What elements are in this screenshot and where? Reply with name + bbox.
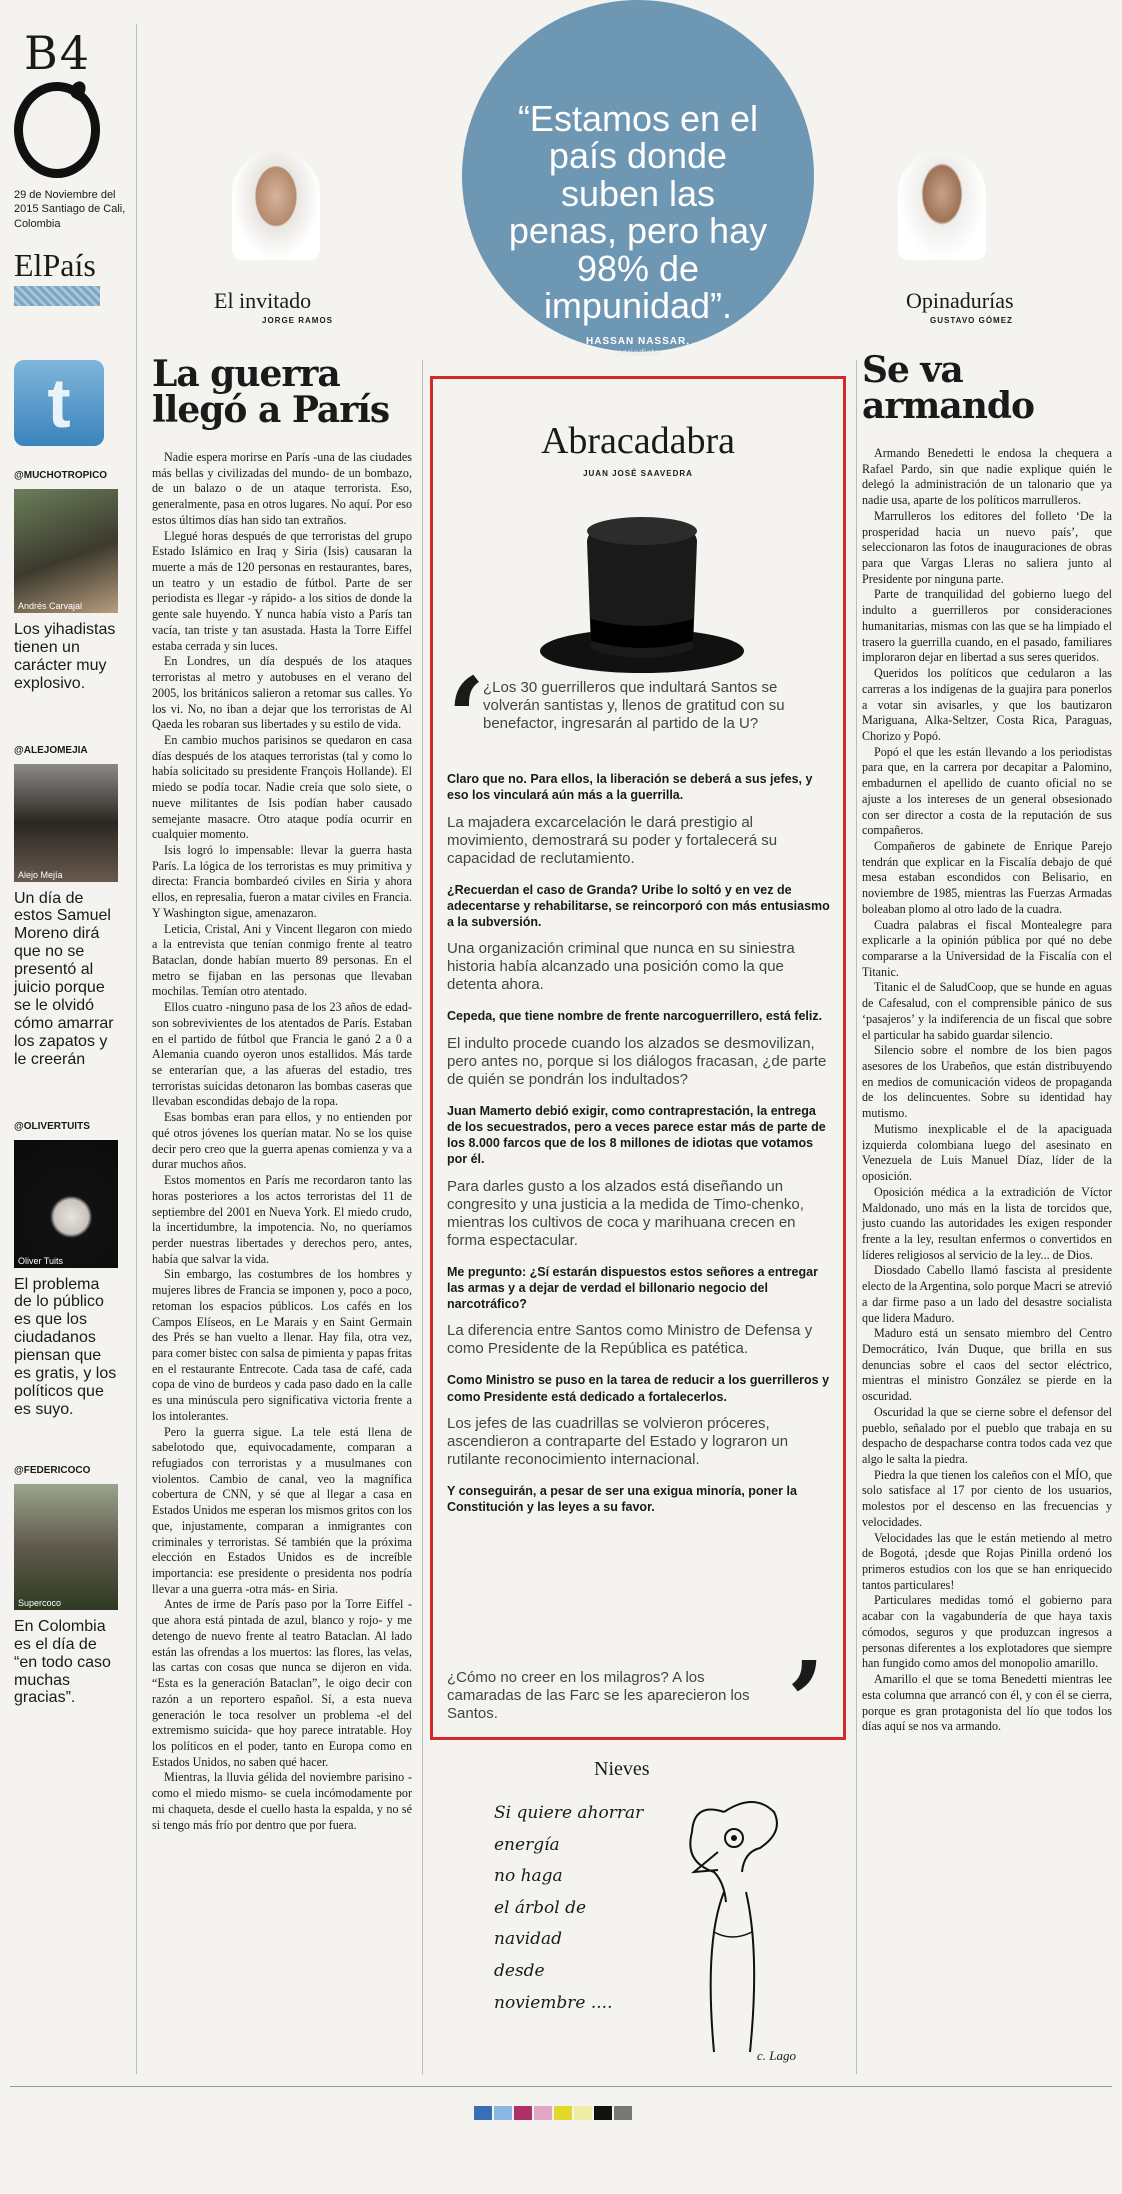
column-kicker: El invitado <box>214 288 312 313</box>
abracadabra-answer: La majadera excarcelación le dará prestigio al movimiento, demostrará su poder y fortalecerá su capacidad de reclutamiento. <box>447 813 778 867</box>
tweet-photo-caption: Alejo Mejía <box>18 869 63 880</box>
newspaper-name: ElPaís <box>14 246 96 283</box>
open-quote-icon: ‘ <box>447 653 486 782</box>
article-paragraph: Maduro está un sensato miembro del Centro Democrático, Iván Duque, que brilla en sus denuncias sobre el caos del sector eléctrico, mientras el ministro González se pierde en la oscuridad. <box>862 1326 1112 1404</box>
article-body <box>152 450 412 1833</box>
abracadabra-answer: Los jefes de las cuadrillas se volvieron próceres, ascendieron a contraparte del Estado y lograron un rutilante reconocimiento internacional. <box>447 1414 789 1468</box>
column-rule <box>856 360 857 2074</box>
abracadabra-answer: Una organización criminal que nunca en su siniestra historia había alcanzado una posición como la que detenta ahora. <box>447 940 795 994</box>
tweet-avatar <box>14 1140 118 1268</box>
article-paragraph: Parte de tranquilidad del gobierno luego del indulto a guerrilleros por consideraciones humanitarias, mismas con las que se ha limpiado el trasero la guerrilla cuando, en el pasado, familiares imploraron dejar en libertad a sus seres queridos. <box>862 587 1112 665</box>
column-author: GUSTAVO GÓMEZ <box>930 316 1013 325</box>
tweet-text: En Colombia es el día de “en todo caso muchas gracias”. <box>14 1617 111 1707</box>
abracadabra-answer: El indulto procede cuando los alzados se desmovilizan, pero antes no, porque si los diálogos fracasan, ¿de parte de quién se pondrán los indultados? <box>447 1034 827 1088</box>
author-photo-gustavo-gomez <box>898 150 986 260</box>
article-paragraph: Oscuridad la que se cierne sobre el defensor del pueblo, señalado por el pueblo que trabaja en su despacho de despacharse contra todos cada vez que algo le salta la piedra. <box>862 1404 1112 1466</box>
color-registration-bar <box>474 2106 632 2120</box>
tweet-handle[interactable]: @FEDERICOCO <box>14 1464 91 1476</box>
tweet-text: El problema de lo público es que los ciudadanos piensan que es gratis, y los políticos que es suyo. <box>14 1275 117 1418</box>
article-paragraph: Particulares medidas tomó el gobierno para acabar con la vagabundería de que haya taxis cómodos, seguros y que produzcan ingresos a personas diferentes a los explotadores que siempre han fungido como amos del monopolio amarillo. <box>862 1593 1112 1671</box>
abracadabra-box <box>430 376 846 1766</box>
abracadabra-qa-list <box>447 771 831 1525</box>
cartoon-text <box>494 1798 643 2019</box>
article-paragraph: Popó el que les están llevando a los periodistas para que, en la carrera por decapitar a Palomino, embadurnen el apellido de cuanto oficial no se ajuste a los intereses de un general obsesionado con ser director a costa de la reputación de sus compañeros. <box>862 744 1112 838</box>
section-logo-icon <box>14 82 100 178</box>
tweet-item <box>14 1121 126 1419</box>
article-paragraph: Compañeros de gabinete de Enrique Parejo tendrán que explicar en la Fiscalía debajo de qué mesa estaban escondidos con Belisario, en noviembre de 1985, mientras las Fuerzas Armadas boleaban plomo al otro lado de la cuadra. <box>862 838 1112 916</box>
tweet-text: Un día de estos Samuel Moreno dirá que no se presentó al juicio porque se le olvidó cómo amarrar los zapatos y le creerán <box>14 889 114 1068</box>
tweet-handle[interactable]: @MUCHOTROPICO <box>14 469 108 481</box>
article-paragraph: Marrulleros los editores del folleto ‘De la prosperidad hacia un nuevo país’, que seleccionaron las fotos de inauguraciones de obras para que Vargas Lleras no saliera junto al Presidente por ninguna parte. <box>862 508 1112 586</box>
abracadabra-question: Claro que no. Para ellos, la liberación se deberá a sus jefes, y eso los vinculará aún más a la guerrilla. <box>447 772 813 803</box>
article-paragraph: Oposición médica a la extradición de Víctor Maldonado, uno más en la lista de torcidos que, justo cuando las autoridades les exigen responder frente a la ley, resultan enfermos o convertidos en líderes religiosos al servicio de la ley... de Dios. <box>862 1184 1112 1262</box>
article-paragraph: Mutismo inexplicable el de la apaciguada izquierda colombiana luego del asesinato en Venezuela de Luis Manuel Díaz, líder de la oposición. <box>862 1121 1112 1184</box>
close-quote-icon: ’ <box>786 1637 825 1766</box>
pull-quote-role: periodista <box>616 348 660 359</box>
column-kicker: Opinadurías <box>906 288 1014 313</box>
tweet-text: Los yihadistas tienen un carácter muy explosivo. <box>14 620 116 692</box>
cartoon-line: energía <box>494 1834 560 1855</box>
column-author: JORGE RAMOS <box>262 316 334 325</box>
article-paragraph: Armando Benedetti le endosa la chequera a Rafael Pardo, sin que nadie explique quién le delegó la administración de un talonario que ya nadie usa, aparte de los políticos marrulleros. <box>862 446 1112 508</box>
pull-quote-author: HASSAN NASSAR, <box>585 336 690 347</box>
cartoon-line: Si quiere ahorrar <box>494 1803 644 1823</box>
tweet-avatar <box>14 489 118 613</box>
headline-line: Se va <box>862 349 963 391</box>
abracadabra-question: Juan Mamerto debió exigir, como contraprestación, la entrega de los secuestrados, pero a veces parece estar más de parte de los 8.000 farcos que de los 8 millones de idiotas que votamos por él. <box>447 1103 826 1167</box>
edition-date: 29 de Noviembre del 2015 Santiago de Cali, Colombia <box>14 189 126 230</box>
article-body <box>862 446 1112 1735</box>
headline-line: llegó a París <box>152 389 390 431</box>
article-paragraph: Pero la guerra sigue. La tele está llena de sabelotodo que, equivocadamente, comparan a refugiados con terroristas y a musulmanes con violentos. Cambio de canal, veo la magnífica cobertura de CNN, y sé que al llegar a casa en Estados Unidos me esperan los mismos gritos con los que, injustamente, comparan a inmigrantes con criminales y terroristas. Sé también que la próxima elección en Estados Unidos es de increíble importancia: ese presidente o presidenta nos podría llevar a una guerra -otra más- en Siria. <box>152 1424 412 1596</box>
article-headline <box>152 353 390 431</box>
cartoon-line: noviembre .... <box>494 1992 613 2013</box>
abracadabra-question: Cepeda, que tiene nombre de frente narcoguerrillero, está feliz. <box>447 1009 823 1024</box>
nieves-figure-icon <box>664 1792 794 2062</box>
headline-line: La guerra <box>152 353 340 395</box>
pull-quote-text: “Estamos en el país donde suben las penas, pero hay 98% de impunidad”. <box>508 98 768 327</box>
pull-quote-circle <box>462 0 814 359</box>
abracadabra-intro: ¿Los 30 guerrilleros que indultará Santos se volverán santistas y, llenos de gratitud con su benefactor, ingresarán al partido de la U? <box>483 679 785 732</box>
cartoon-line: el árbol de <box>494 1897 587 1918</box>
newspaper-bar <box>14 286 100 306</box>
article-paragraph: En Londres, un día después de los ataques terroristas al metro y autobuses en el verano del 2005, los británicos salieron a retomar sus calles. Yo los vi. No, no iban a dejar que los terroristas de Al Qaeda les robaran sus libertades y su estilo de vida. <box>152 654 412 732</box>
tweet-avatar <box>14 764 118 882</box>
tweet-avatar <box>14 1484 118 1610</box>
left-rail <box>14 26 126 1707</box>
article-paragraph: Antes de irme de París paso por la Torre Eiffel -que ahora está pintada de azul, blanco y rojo- y me detengo de nuevo frente al teatro Bataclan. Al lado están las ofrendas a los muertos: las flores, las velas, las cartas con cosas que nunca se dijeron en vida. “Esta es la generación Bataclan”, le oigo decir con razón a un reportero español. Sí, a esta nueva generación le toca resolver un problema -el del extremismo suicida- que hoy parece intratable. Hoy los políticos en el poder, tanto en Europa como en Estados Unidos, no saben qué hacer. <box>152 1597 412 1769</box>
abracadabra-outro: ¿Cómo no creer en los milagros? A los camaradas de las Farc se les aparecieron los Santos. <box>447 1669 750 1722</box>
page-number: B4 <box>24 26 92 80</box>
article-paragraph: Ellos cuatro -ninguno pasa de los 23 años de edad- son sobrevivientes de los atentados de París. Estaban en el partido de fútbol que Francia le ganó 2 a 0 a Alemania cuando oyeron unos estallidos. Más tarde se enterarían que, a las afueras del estadio, tres terroristas suicidas detonaron las bombas caseras que llevaban escondidas debajo de la ropa. <box>152 1000 412 1109</box>
cartoon-line: desde <box>494 1961 545 1982</box>
tweet-item <box>14 470 126 693</box>
abracadabra-question: Y conseguirán, a pesar de ser una exigua minoría, poner la Constitución y las leyes a su favor. <box>447 1483 797 1514</box>
article-paragraph: Piedra la que tienen los caleños con el MÍO, que solo satisface al 17 por ciento de los usuarios, molestos por el descenso en las frecuencias y velocidades. <box>862 1467 1112 1529</box>
article-paragraph: Cuadra palabras el fiscal Montealegre para explicarle a la opinión pública por qué no debe compararse a la Universidad de la Fiscalía con el Titanic. <box>862 917 1112 979</box>
tweet-item <box>14 745 126 1069</box>
abracadabra-answer: La diferencia entre Santos como Ministro de Defensa y como Presidente de la República es patética. <box>447 1322 813 1358</box>
article-paragraph: Titanic el de SaludCoop, que se hunde en aguas de Cafesalud, con el comprensible pánico de sus ‘pasajeros’ y la indiferencia de un fiscal que sobre el particular ha sabido guardar silencio. <box>862 980 1112 1042</box>
abracadabra-answer: Para darles gusto a los alzados está diseñando un congresito y una justicia a la medida de Timo-chenko, mientras los cultivos de coca y marihuana crecen en forma espectacular. <box>447 1177 804 1249</box>
article-paragraph: Mientras, la lluvia gélida del noviembre parisino -como el miedo mismo- se cuela incómodamente por mi chaqueta, desde el cuello hasta la espalda, y no sé si tengo más frío por dentro que por fuera. <box>152 1770 412 1832</box>
cartoon-line: no haga <box>494 1866 563 1887</box>
column-rule <box>422 360 423 2074</box>
author-photo-jorge-ramos <box>232 150 320 260</box>
article-paragraph: Estos momentos en París me recordaron tanto las horas posteriores a los actos terroristas del 11 de septiembre del 2001 en Nueva York. El miedo crudo, la incertidumbre, la impotencia. No, no queríamos perder nuestras libertades y derechos pero, antes, había que salvar la vida. <box>152 1173 412 1266</box>
tweet-item <box>14 1465 126 1708</box>
twitter-icon: t <box>14 360 104 446</box>
column-rule <box>136 24 137 2074</box>
abracadabra-question: Me pregunto: ¿Sí estarán dispuestos estos señores a entregar las armas y a dejar de verdad el billonario negocio del narcotráfico? <box>447 1264 818 1311</box>
top-hat-icon <box>537 501 747 681</box>
article-paragraph: En cambio muchos parisinos se quedaron en casa días después de los ataques terroristas (tal y como lo había solicitado su presidente François Hollande). El miedo se podía tocar. Nadie creía que solo siete, o nueve militantes de Isis podían haber causado semejante masacre. Otro ataque podía ocurrir en cualquier momento. <box>152 732 412 842</box>
article-paragraph: Esas bombas eran para ellos, y no entienden por qué otros jóvenes los querían matar. No se los quise decir pero creo que la guerra apenas comienza y va a durar muchos años. <box>152 1110 412 1172</box>
article-paragraph: Nadie espera morirse en París -una de las ciudades más bellas y civilizadas del mundo- de un bombazo, de un balazo o de un ataque terrorista. Eso, generalmente, pasa en otros lugares. No aquí. Por eso estos últimos días han sido tan extraños. <box>152 450 412 527</box>
article-paragraph: Velocidades las que le están metiendo al metro de Bogotá, ¡desde que Rojas Pinilla ordenó los primeros estudios con los que se han enriquecido tantos particulares! <box>862 1530 1112 1592</box>
footer-rule <box>10 2086 1112 2087</box>
abracadabra-question: Como Ministro se puso en la tarea de reducir a los guerrilleros y como Presidente está dedicado a fortalecerlos. <box>447 1373 830 1404</box>
abracadabra-question: ¿Recuerdan el caso de Granda? Uribe lo soltó y en vez de adecentarse y rehabilitarse, se reincorporó con más entusiasmo a la subversión. <box>447 882 830 929</box>
headline-line: armando <box>862 385 1035 427</box>
cartoon <box>476 1788 816 2088</box>
tweet-photo-caption: Oliver Tuits <box>18 1255 64 1266</box>
article-paragraph: Silencio sobre el nombre de los bien pagos asesores de los Urabeños, que están distribuyendo en medios de comunicación videos de propaganda de los delincuentes. Sobre su identidad hay mutismo. <box>862 1043 1112 1121</box>
article-paragraph: Leticia, Cristal, Ani y Vincent llegaron con miedo a la entrevista que tenían conmigo frente al teatro Bataclan, donde habían muerto 89 personas. En el metro se fijaban en las personas que llevaban mochilas. Temían otro atentado. <box>152 921 412 999</box>
tweet-handle[interactable]: @ALEJOMEJIA <box>14 744 88 756</box>
tweet-photo-caption: Supercoco <box>18 1597 62 1608</box>
tweet-handle[interactable]: @OLIVERTUITS <box>14 1120 90 1132</box>
article-paragraph: Amarillo el que se toma Benedetti mientras lee esta columna que arrancó con él, y con él se cierra, porque es gran protagonista del lío que todos los días aquí se nos va armando. <box>862 1672 1112 1734</box>
abracadabra-title: Abracadabra <box>540 420 736 462</box>
article-paragraph: Llegué horas después de que terroristas del grupo Estado Islámico en Iraq y Siria (Isis) causaran la muerte a más de 120 personas en restaurantes, bares, un teatro y un estadio de fútbol. Parte de ser periodista es llegar -y rápido- a los sitios de donde la gente sale huyendo. Y nunca había visto a París tan vacía, tan triste y tan asustada. Hasta la Torre Eiffel estaba cerrada y sin luces. <box>152 528 412 653</box>
tweet-photo-caption: Andrés Carvajal <box>18 600 83 611</box>
article-headline <box>862 349 1035 427</box>
cartoon-line: navidad <box>494 1929 563 1950</box>
cartoon-signature: c. Lago <box>757 2048 796 2063</box>
article-paragraph: Isis logró lo impensable: llevar la guerra hasta París. La lógica de los terroristas es muy primitiva y directa: Francia bombardeó civiles en Siria y ahora ellos, en represalia, fueron a matar civiles en Francia. Y Washington sigue, amenazaron. <box>152 842 412 920</box>
article-paragraph: Diosdado Cabello llamó fascista al presidente electo de la Argentina, solo porque Macri se atrevió a dar firme paso a un lado del desastre socialista que lidera Maduro. <box>862 1263 1112 1325</box>
abracadabra-author: JUAN JOSÉ SAAVEDRA <box>583 469 693 478</box>
article-paragraph: Queridos los políticos que cedularon a las carreras a los indígenas de la guajira para ponerlos a votar sin avisarles, y que los bautizaron Mariguana, Alka-Seltzer, Costa Rica, Paraguas, Chorizo y Popó. <box>862 666 1112 743</box>
article-paragraph: Sin embargo, las costumbres de los hombres y mujeres libres de Francia se imponen y, poco a poco, retoman los espacios públicos. Los cafés en los Campos Elíseos, en Le Marais y en Saint Germain des Prés se han vuelto a llenar. Hay fila, otra vez, para comer bistec con salsa de pimienta y papas fritas en el restaurante Entrecote. Cada tasa de café, cada copa de vino de burdeos y cada paso dado en la calle es una minúscula pero significativa victoria frente a los intolerantes. <box>152 1267 412 1423</box>
cartoon-title: Nieves <box>594 1758 650 1780</box>
